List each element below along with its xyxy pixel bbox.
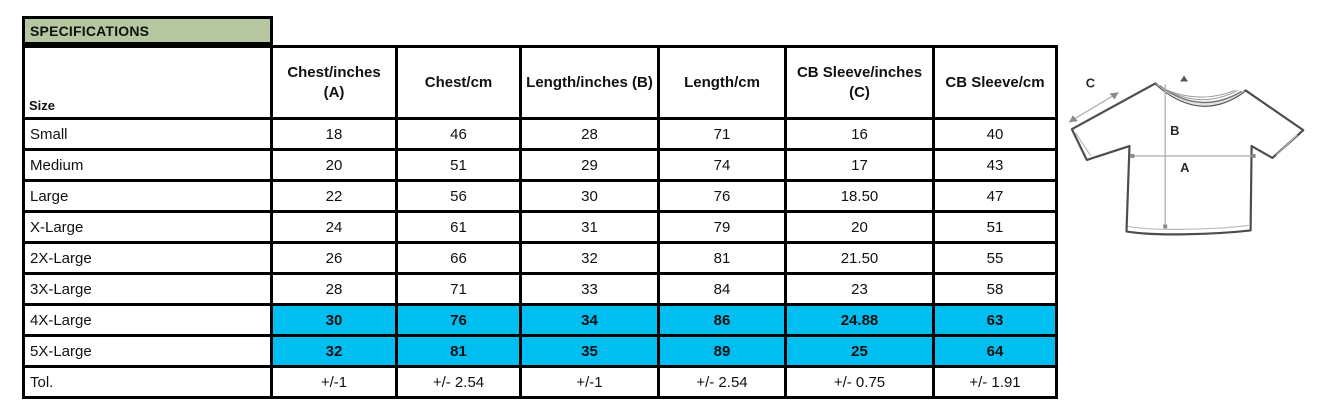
value-cell: 31 <box>521 212 659 243</box>
table-row <box>24 305 1057 336</box>
value-cell: 32 <box>272 336 397 367</box>
value-cell: 76 <box>659 181 786 212</box>
arrow-icon <box>1069 115 1078 122</box>
value-cell: 71 <box>659 119 786 150</box>
value-cell: 18.50 <box>786 181 934 212</box>
value-cell: 22 <box>272 181 397 212</box>
value-cell: 25 <box>786 336 934 367</box>
value-cell: 29 <box>521 150 659 181</box>
size-cell: 4X-Large <box>24 305 272 336</box>
value-cell: 32 <box>521 243 659 274</box>
value-cell: 28 <box>521 119 659 150</box>
value-cell: 63 <box>934 305 1057 336</box>
size-cell: 2X-Large <box>24 243 272 274</box>
size-cell: Medium <box>24 150 272 181</box>
column-header: Chest/inches (A) <box>272 47 397 119</box>
value-cell: 81 <box>397 336 521 367</box>
value-cell: 74 <box>659 150 786 181</box>
table-body <box>24 119 1057 398</box>
table-row <box>24 243 1057 274</box>
value-cell: 47 <box>934 181 1057 212</box>
value-cell: 20 <box>272 150 397 181</box>
value-cell: 24 <box>272 212 397 243</box>
table-row <box>24 336 1057 367</box>
value-cell: 24.88 <box>786 305 934 336</box>
column-header: CB Sleeve/inches (C) <box>786 47 934 119</box>
value-cell: 30 <box>521 181 659 212</box>
column-header-size: Size <box>24 47 272 119</box>
value-cell: 20 <box>786 212 934 243</box>
value-cell: 56 <box>397 181 521 212</box>
size-cell: Tol. <box>24 367 272 398</box>
tshirt-diagram <box>1056 50 1334 250</box>
table-row <box>24 119 1057 150</box>
value-cell: +/- 0.75 <box>786 367 934 398</box>
value-cell: 79 <box>659 212 786 243</box>
value-cell: 61 <box>397 212 521 243</box>
value-cell: 35 <box>521 336 659 367</box>
value-cell: 28 <box>272 274 397 305</box>
value-cell: 34 <box>521 305 659 336</box>
value-cell: 89 <box>659 336 786 367</box>
value-cell: 76 <box>397 305 521 336</box>
measurement-label-length: B <box>1170 123 1180 139</box>
value-cell: 17 <box>786 150 934 181</box>
value-cell: 26 <box>272 243 397 274</box>
measurement-label-sleeve: C <box>1085 75 1096 91</box>
size-cell: X-Large <box>24 212 272 243</box>
value-cell: 86 <box>659 305 786 336</box>
value-cell: 51 <box>397 150 521 181</box>
value-cell: 40 <box>934 119 1057 150</box>
column-header: Length/cm <box>659 47 786 119</box>
table-row <box>24 212 1057 243</box>
table-row <box>24 367 1057 398</box>
value-cell: 30 <box>272 305 397 336</box>
value-cell: 55 <box>934 243 1057 274</box>
table-row <box>24 150 1057 181</box>
column-header: Length/inches (B) <box>521 47 659 119</box>
measurement-label-chest: A <box>1180 159 1190 175</box>
arrow-up-icon <box>1180 76 1188 82</box>
value-cell: 84 <box>659 274 786 305</box>
value-cell: 21.50 <box>786 243 934 274</box>
size-cell: 3X-Large <box>24 274 272 305</box>
value-cell: 71 <box>397 274 521 305</box>
specifications-title: SPECIFICATIONS <box>22 16 273 45</box>
value-cell: +/- 1.91 <box>934 367 1057 398</box>
value-cell: 23 <box>786 274 934 305</box>
value-cell: 58 <box>934 274 1057 305</box>
column-header: Chest/cm <box>397 47 521 119</box>
arrow-icon <box>1110 92 1119 99</box>
value-cell: +/- 2.54 <box>397 367 521 398</box>
value-cell: 33 <box>521 274 659 305</box>
size-cell: Large <box>24 181 272 212</box>
value-cell: 51 <box>934 212 1057 243</box>
value-cell: 81 <box>659 243 786 274</box>
value-cell: +/-1 <box>521 367 659 398</box>
value-cell: 64 <box>934 336 1057 367</box>
value-cell: +/-1 <box>272 367 397 398</box>
size-cell: 5X-Large <box>24 336 272 367</box>
table-row <box>24 181 1057 212</box>
value-cell: 43 <box>934 150 1057 181</box>
value-cell: 18 <box>272 119 397 150</box>
value-cell: 16 <box>786 119 934 150</box>
value-cell: +/- 2.54 <box>659 367 786 398</box>
table-row <box>24 274 1057 305</box>
value-cell: 66 <box>397 243 521 274</box>
header-row <box>24 47 1057 119</box>
column-header: CB Sleeve/cm <box>934 47 1057 119</box>
value-cell: 46 <box>397 119 521 150</box>
size-chart-table <box>22 45 1058 399</box>
size-cell: Small <box>24 119 272 150</box>
